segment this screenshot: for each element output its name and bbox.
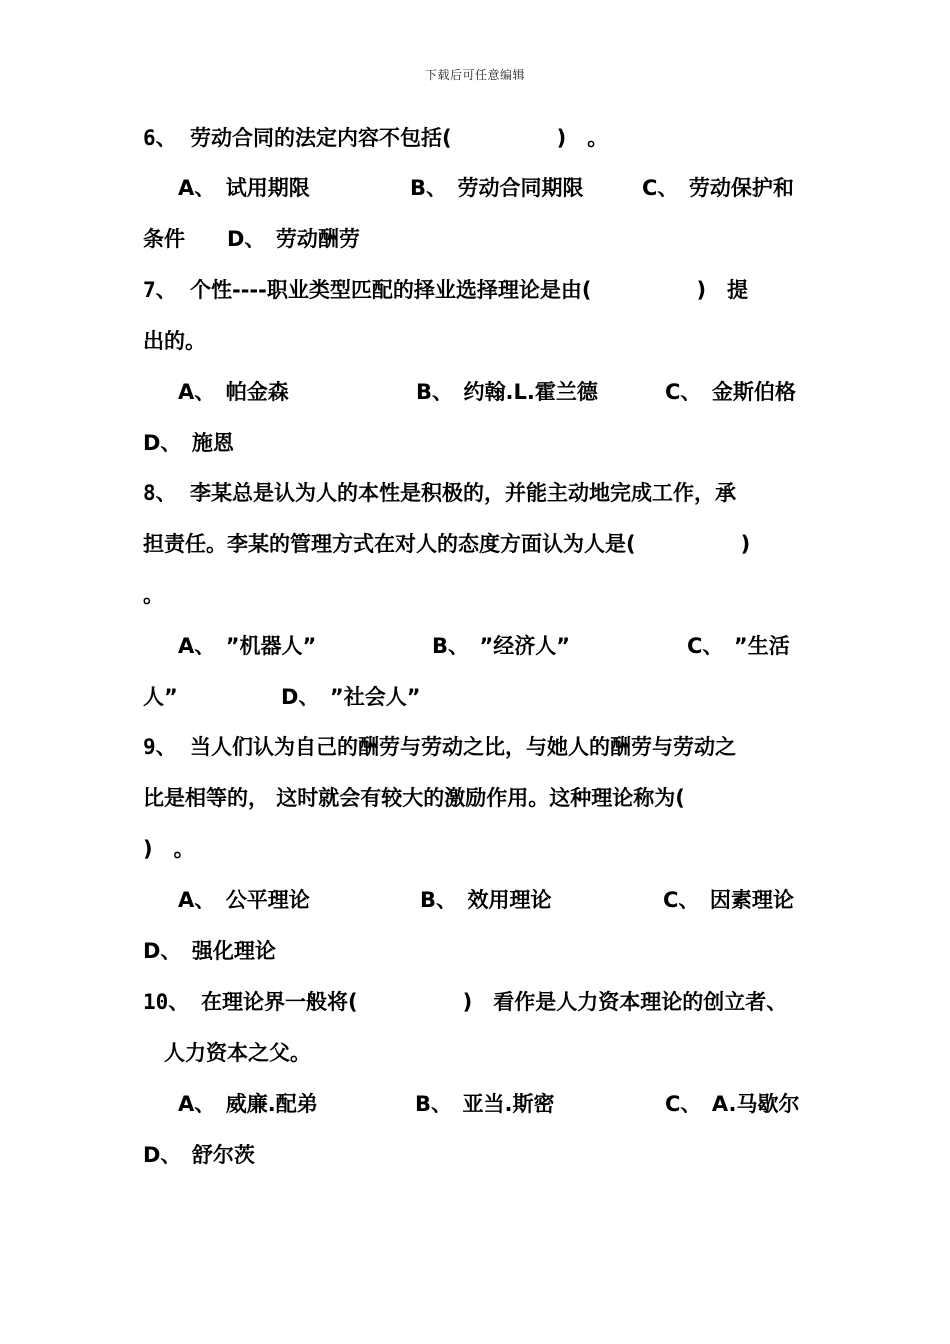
option-d: D、 强化理论 xyxy=(143,939,276,963)
question-text: 比是相等的， 这时就会有较大的激励作用。这种理论称为( xyxy=(143,786,685,810)
question-number: 9、 xyxy=(143,735,177,759)
question-text: 人力资本之父。 xyxy=(143,1041,311,1065)
question-number: 8、 xyxy=(143,481,177,505)
option-c: C、 因素理论 xyxy=(663,888,794,912)
question-text: 出的。 xyxy=(143,329,206,353)
question-9-line-3 xyxy=(143,835,195,919)
option-c: C、 A.马歇尔 xyxy=(665,1092,800,1116)
option-c: C、 金斯伯格 xyxy=(665,380,796,404)
option-b: B、 效用理论 xyxy=(420,888,552,912)
question-text: 李某总是认为人的本性是积极的，并能主动地完成工作，承 xyxy=(190,481,736,505)
question-8-line-3 xyxy=(143,581,172,665)
question-10-options-2 xyxy=(143,1141,255,1225)
option-a: A、 威廉.配弟 xyxy=(178,1092,318,1116)
question-text: 当人们认为自己的酬劳与劳动之比，与她人的酬劳与劳动之 xyxy=(190,735,736,759)
option-b: B、 亚当.斯密 xyxy=(415,1092,555,1116)
option-a: A、 帕金森 xyxy=(178,380,289,404)
option-a: A、 ”机器人” xyxy=(178,634,317,658)
option-c-continuation: 人” xyxy=(143,685,178,709)
question-number: 10、 xyxy=(143,990,190,1014)
option-d: D、 ”社会人” xyxy=(281,685,421,709)
option-c: C、 ”生活 xyxy=(687,634,790,658)
option-b: B、 劳动合同期限 xyxy=(410,176,584,200)
question-text: 担责任。李某的管理方式在对人的态度方面认为人是( ) xyxy=(143,532,751,556)
option-d: D、 舒尔茨 xyxy=(143,1143,255,1167)
option-d: D、 施恩 xyxy=(143,431,234,455)
question-7-line-2 xyxy=(143,327,206,411)
question-number: 7、 xyxy=(143,278,177,302)
question-text: 个性----职业类型匹配的择业选择理论是由( ) 提 xyxy=(190,278,749,302)
option-b: B、 约翰.L.霍兰德 xyxy=(416,380,598,404)
question-text: 劳动合同的法定内容不包括( ) 。 xyxy=(190,126,609,150)
option-a: A、 试用期限 xyxy=(178,176,310,200)
option-a: A、 公平理论 xyxy=(178,888,310,912)
option-c: C、 劳动保护和 xyxy=(642,176,794,200)
option-b: B、 ”经济人” xyxy=(432,634,571,658)
question-text: 在理论界一般将( ) 看作是人力资本理论的创立者、 xyxy=(201,990,788,1014)
question-text: ) 。 xyxy=(143,837,195,861)
question-number: 6、 xyxy=(143,126,177,150)
question-text: 。 xyxy=(143,583,164,607)
page-header: 下载后可任意编辑 xyxy=(424,68,525,82)
option-continuation: 条件 D、 劳动酬劳 xyxy=(143,227,360,251)
